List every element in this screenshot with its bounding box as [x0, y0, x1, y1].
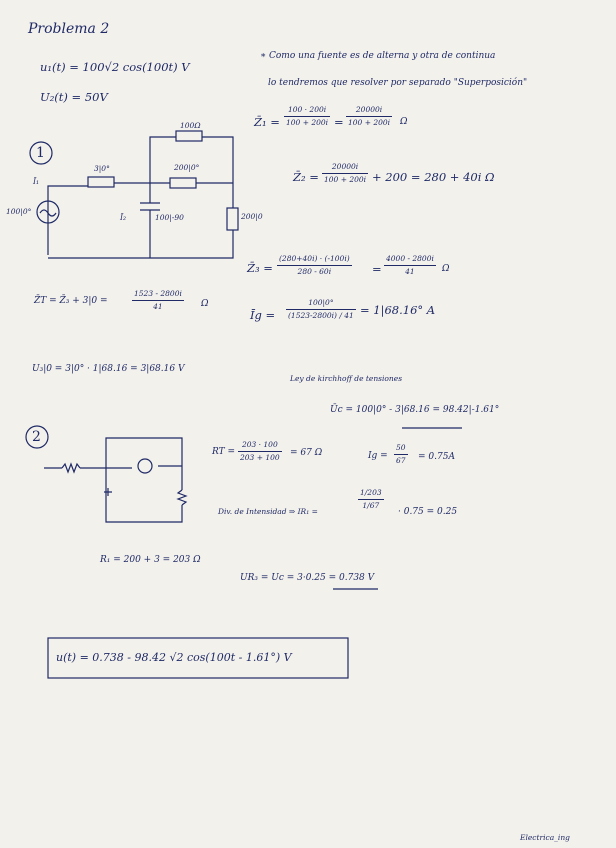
z2-fraction: [322, 163, 368, 183]
z2-denominator: 100 + 200i: [324, 174, 367, 184]
z3-numerator-2: 4000 - 2800i: [386, 254, 434, 263]
z1-fraction-2: [346, 106, 392, 126]
circuit-1-diagram: [37, 131, 238, 258]
z3-fraction: [277, 255, 352, 275]
page-title: Problema 2: [28, 21, 110, 37]
zt-denominator: 41: [153, 301, 163, 311]
ig2-label: Ig =: [368, 451, 388, 461]
label-branch-current: Ī₂: [120, 213, 126, 222]
z2-numerator: 20000i: [331, 162, 359, 171]
z1-unit: Ω: [400, 117, 408, 127]
ig-result: = 1|68.16° A: [360, 303, 436, 317]
ig2-numerator: 50: [396, 443, 406, 452]
rt-fraction: [238, 441, 282, 461]
z3-label: Z̄₃ =: [247, 261, 273, 275]
label-source-current: Ī₁: [33, 177, 39, 186]
z1-denominator: 100 + 200i: [286, 117, 329, 127]
label-series-resistor: 3|0°: [94, 164, 110, 173]
z3-denominator: 280 - 60i: [297, 266, 332, 276]
superposition-note-line-1: ∗ Como una fuente es de alterna y otra de continua: [260, 51, 496, 61]
rt-numerator: 203 · 100: [241, 440, 278, 449]
r1-equation: R₁ = 200 + 3 = 203 Ω: [100, 555, 201, 565]
z3-numerator: (280+40i) · (-100i): [279, 254, 350, 263]
ig2-denominator: 67: [396, 455, 406, 465]
ig-numerator: 100|0°: [308, 298, 334, 307]
ig2-result: = 0.75A: [418, 452, 455, 462]
z2-result: + 200 = 280 + 40i Ω: [372, 170, 495, 184]
rt-denominator: 203 + 100: [240, 452, 280, 462]
current-divider-result: · 0.75 = 0.25: [398, 507, 458, 517]
ig-label: Īg =: [250, 308, 276, 322]
resistor-voltage: U₃|0 = 3|0° · 1|68.16 = 3|68.16 V: [32, 364, 185, 374]
source-u2-equation: U₂(t) = 50V: [40, 90, 108, 104]
z1-numerator: 100 · 200i: [287, 105, 327, 114]
z1-numerator-2: 20000i: [355, 105, 383, 114]
z1-fraction: [284, 106, 330, 126]
z1-equals: =: [334, 115, 344, 129]
circuit-2-diagram: [44, 438, 186, 522]
z2-label: Z̄₂ =: [293, 170, 319, 184]
label-middle-resistor: 200|0°: [174, 163, 200, 172]
current-divider-fraction: [358, 489, 384, 509]
ig2-fraction: [394, 444, 408, 464]
part-1-marker: 1: [36, 145, 45, 161]
label-ac-source: 100|0°: [6, 207, 32, 216]
capacitor-voltage: Ūc = 100|0° - 3|68.16 = 98.42|-1.61°: [330, 405, 500, 415]
part-2-marker: 2: [32, 429, 41, 445]
z1-denominator-2: 100 + 200i: [348, 117, 391, 127]
z3-unit: Ω: [442, 264, 450, 274]
label-top-resistor: 100Ω: [180, 121, 201, 130]
final-answer-equation: u(t) = 0.738 - 98.42 √2 cos(100t - 1.61°) V: [56, 651, 292, 664]
z3-equals: =: [372, 262, 382, 276]
current-divider-denominator: 1/67: [362, 500, 380, 510]
z1-label: Z̄₁ =: [254, 115, 280, 129]
superposition-note-line-2: lo tendremos que resolver por separado "Superposición": [268, 78, 528, 88]
kirchhoff-title: Ley de kirchhoff de tensiones: [290, 374, 403, 383]
label-capacitor-branch: 100|-90: [155, 213, 184, 222]
current-divider-label: Div. de Intensidad ⇒ IR₁ =: [218, 507, 318, 516]
zt-unit: Ω: [201, 299, 209, 309]
label-right-resistor: 200|0: [241, 212, 263, 221]
z3-fraction-2: [384, 255, 436, 275]
author-signature: Electrica_ing: [520, 833, 570, 842]
zt-label: Z̄T = Z̄₃ + 3|0 =: [34, 296, 108, 306]
ig-fraction: [286, 299, 356, 319]
source-u1-equation: u₁(t) = 100√2 cos(100t) V: [40, 60, 190, 74]
ur3-equation: UR₃ = Uc = 3·0.25 = 0.738 V: [240, 573, 375, 583]
ig-denominator: (1523-2800i) / 41: [288, 310, 354, 320]
zt-numerator: 1523 - 2800i: [134, 289, 182, 298]
rt-label: RT =: [212, 447, 236, 457]
zt-fraction: [132, 290, 184, 310]
z3-denominator-2: 41: [405, 266, 415, 276]
current-divider-numerator: 1/203: [360, 488, 382, 497]
rt-result: = 67 Ω: [290, 448, 323, 458]
